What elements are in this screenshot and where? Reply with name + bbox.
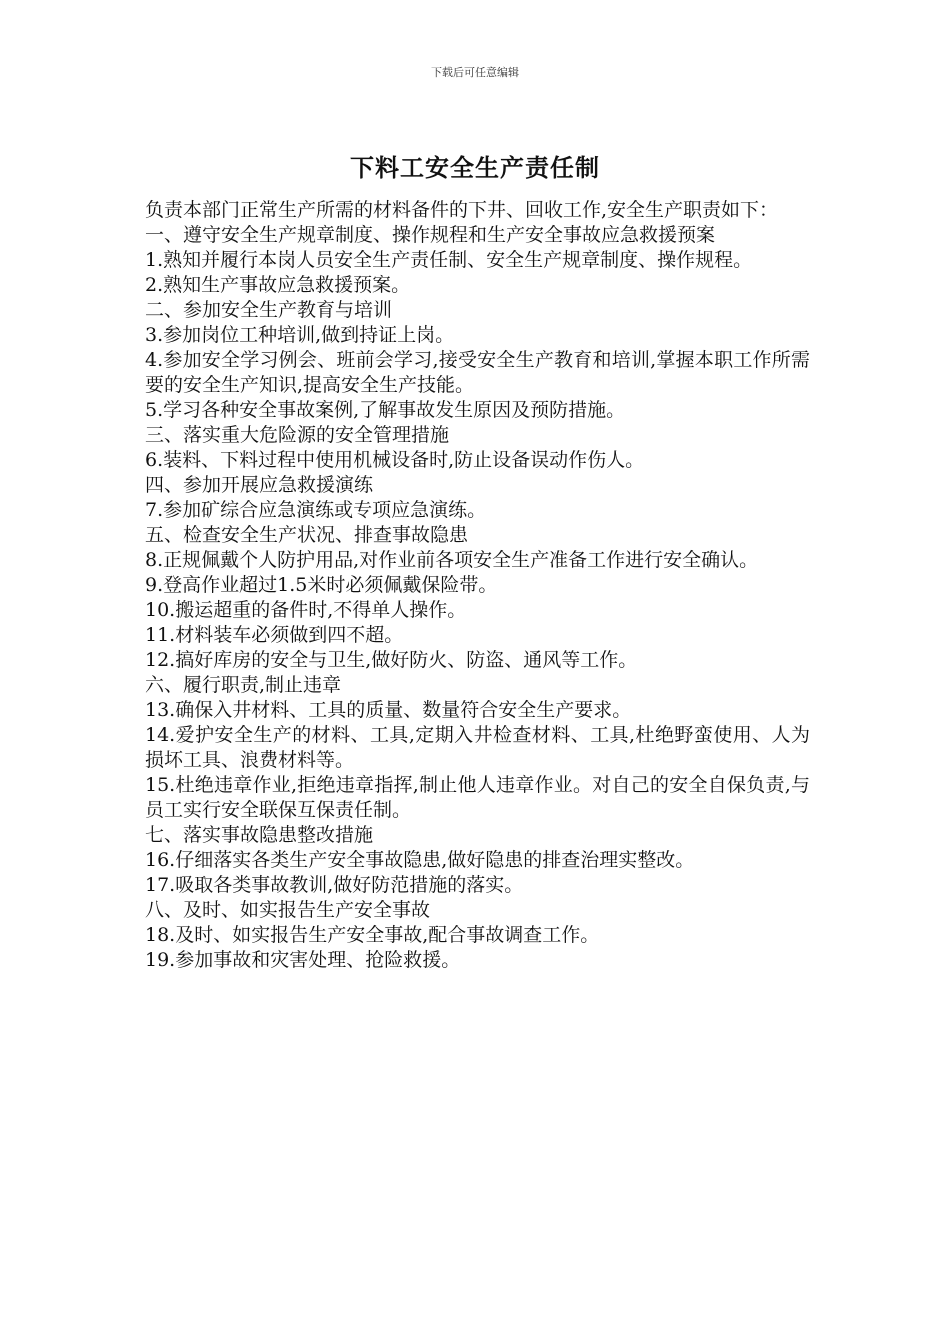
document-title: 下料工安全生产责任制 xyxy=(350,154,600,182)
item-12: 12.搞好库房的安全与卫生,做好防火、防盗、通风等工作。 xyxy=(145,649,638,671)
section-heading-4: 四、参加开展应急救援演练 xyxy=(145,474,374,496)
item-17: 17.吸取各类事故教训,做好防范措施的落实。 xyxy=(145,874,524,896)
item-13: 13.确保入井材料、工具的质量、数量符合安全生产要求。 xyxy=(145,699,632,721)
item-16: 16.仔细落实各类生产安全事故隐患,做好隐患的排查治理实整改。 xyxy=(145,849,695,871)
item-6: 6.装料、下料过程中使用机械设备时,防止设备误动作伤人。 xyxy=(145,449,645,471)
item-1: 1.熟知并履行本岗人员安全生产责任制、安全生产规章制度、操作规程。 xyxy=(145,249,753,271)
item-8: 8.正规佩戴个人防护用品,对作业前各项安全生产准备工作进行安全确认。 xyxy=(145,549,759,571)
section-heading-3: 三、落实重大危险源的安全管理措施 xyxy=(145,424,450,446)
section-heading-7: 七、落实事故隐患整改措施 xyxy=(145,824,374,846)
section-heading-6: 六、履行职责,制止违章 xyxy=(145,674,342,696)
item-5: 5.学习各种安全事故案例,了解事故发生原因及预防措施。 xyxy=(145,399,626,421)
item-14: 14.爱护安全生产的材料、工具,定期入井检查材料、工具,杜绝野蛮使用、人为损坏工具、浪费材料等。 xyxy=(145,724,810,771)
item-10: 10.搬运超重的备件时,不得单人操作。 xyxy=(145,599,467,621)
item-3: 3.参加岗位工种培训,做到持证上岗。 xyxy=(145,324,455,346)
item-7: 7.参加矿综合应急演练或专项应急演练。 xyxy=(145,499,487,521)
item-4: 4.参加安全学习例会、班前会学习,接受安全生产教育和培训,掌握本职工作所需要的安全生产知识,提高安全生产技能。 xyxy=(145,349,810,396)
item-11: 11.材料装车必须做到四不超。 xyxy=(145,624,404,646)
item-19: 19.参加事故和灾害处理、抢险救援。 xyxy=(145,949,461,971)
item-9: 9.登高作业超过1.5米时必须佩戴保险带。 xyxy=(145,574,498,596)
item-15: 15.杜绝违章作业,拒绝违章指挥,制止他人违章作业。对自己的安全自保负责,与员工实行安全联保互保责任制。 xyxy=(145,774,810,821)
section-heading-8: 八、及时、如实报告生产安全事故 xyxy=(145,899,431,921)
item-2: 2.熟知生产事故应急救援预案。 xyxy=(145,274,411,296)
intro-paragraph: 负责本部门正常生产所需的材料备件的下井、回收工作,安全生产职责如下： xyxy=(145,199,779,221)
section-heading-2: 二、参加安全生产教育与培训 xyxy=(145,299,393,321)
document-body xyxy=(145,198,810,973)
section-heading-5: 五、检查安全生产状况、排查事故隐患 xyxy=(145,524,469,546)
section-heading-1: 一、遵守安全生产规章制度、操作规程和生产安全事故应急救援预案 xyxy=(145,224,716,246)
item-18: 18.及时、如实报告生产安全事故,配合事故调查工作。 xyxy=(145,924,600,946)
header-note: 下载后可任意编辑 xyxy=(431,66,519,79)
